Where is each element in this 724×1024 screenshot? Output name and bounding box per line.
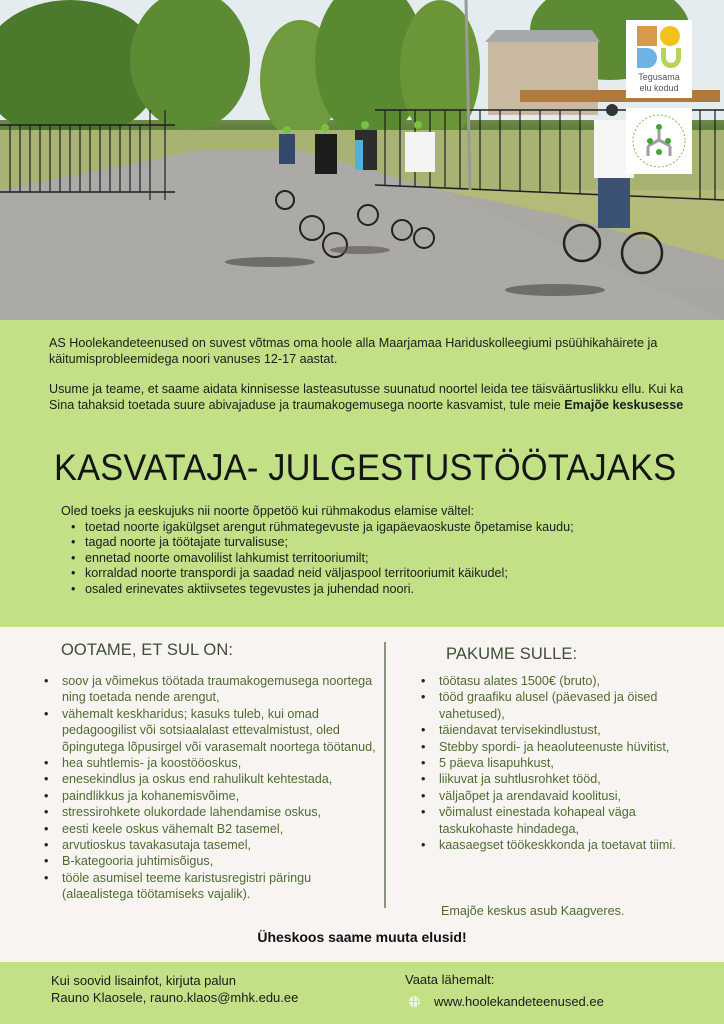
cyclists-photo-illustration — [0, 0, 724, 320]
slogan: Üheskoos saame muuta elusid! — [257, 929, 467, 945]
requirement-item: • hea suhtlemis- ja koostööoskus, — [40, 755, 385, 771]
duty-item: • toetad noorte igakülgset arengut rühmategevuste ja igapäevaoskuste õpetamise kaudu; — [71, 520, 711, 536]
column-divider — [384, 642, 386, 908]
contact-info — [51, 973, 298, 1006]
offer-item: • tööd graafiku alusel (päevased ja öised vahetused), — [417, 689, 687, 722]
requirement-item: • enesekindlus ja oskus end rahulikult kehtestada, — [40, 771, 385, 787]
job-title-headline: KASVATAJA- JULGESTUSTÖÖTAJAKS — [54, 447, 677, 488]
intro-text — [49, 336, 709, 413]
requirement-item: • stressirohkete olukordade lahendamise oskus, — [40, 804, 385, 820]
intro-paragraph-1: AS Hoolekandeteenused on suvest võtmas oma hoole alla Maarjamaa Hariduskolleegiumi psüühikahäirete ja käitumisprobleemidega noori vanuses 12-17 aastat. — [49, 336, 658, 366]
kodu-letters-icon — [636, 25, 682, 69]
contact-line-1: Kui soovid lisainfot, kirjuta palun — [51, 973, 236, 988]
center-name: Emajõe keskusesse — [564, 397, 684, 412]
requirement-item: • B-kategooria juhtimisõigus, — [40, 853, 385, 869]
offer-item: • töötasu alates 1500€ (bruto), — [417, 673, 687, 689]
kodu-logo — [626, 20, 692, 98]
offer-item: • liikuvat ja suhtlusrohket tööd, — [417, 771, 687, 787]
kodu-caption-line2: elu kodud — [639, 83, 679, 93]
offer-item: • väljaõpet ja arendavaid koolitusi, — [417, 788, 687, 804]
duty-item: • korraldad noorte transpordi ja saadad neid väljaspool territooriumit käikudel; — [71, 566, 711, 582]
requirement-item: • soov ja võimekus töötada traumakogemusega noortega ning toetada nende arengut, — [40, 673, 385, 706]
duties-section — [61, 504, 711, 598]
duty-item: • ennetad noorte omavolilist lahkumist territooriumilt; — [71, 551, 711, 567]
offer-item: • 5 päeva lisapuhkust, — [417, 755, 687, 771]
hero-photo — [0, 0, 724, 320]
requirement-item: • paindlikkus ja kohanemisvõime, — [40, 788, 385, 804]
website-url[interactable]: www.hoolekandeteenused.ee — [434, 994, 604, 1009]
duties-lead: Oled toeks ja eeskujuks nii noorte õppetöö kui rühmakodus elamise vältel: — [61, 504, 475, 518]
duty-item: • tagad noorte ja töötajate turvalisuse; — [71, 535, 711, 551]
globe-icon — [409, 996, 420, 1007]
kodu-caption-line1: Tegusama — [638, 72, 680, 82]
offer-title: PAKUME SULLE: — [446, 645, 578, 663]
requirement-item: • tööle asumisel teeme karistusregistri päringu (alaealistega töötamiseks vajalik). — [40, 870, 385, 903]
requirement-item: • arvutioskus tavakasutaja tasemel, — [40, 837, 385, 853]
website-link[interactable] — [409, 994, 604, 1009]
offer-list — [417, 673, 687, 853]
offer-item: • Stebby spordi- ja heaoluteenuste hüvitist, — [417, 739, 687, 755]
offer-item: • võimalust einestada kohapeal väga taskukohaste hindadega, — [417, 804, 687, 837]
requirements-title: OOTAME, ET SUL ON: — [61, 641, 234, 659]
requirement-item: • eesti keele oskus vähemalt B2 tasemel, — [40, 821, 385, 837]
intro-paragraph-2: Usume ja teame, et saame aidata kinnisesse lasteasutusse suunatud noortel leida tee täisväärtuslikku ellu. Kui ka Sina tahaksid toetada suure abivajaduse ja traumakogemusega noorte kasvamist, tule meie Emajõe keskusesse — [49, 382, 684, 412]
requirements-list — [40, 673, 385, 903]
duty-item: • osaled erinevates aktiivsetes tegevustes ja juhendad noori. — [71, 582, 711, 598]
more-info-label: Vaata lähemalt: — [405, 972, 495, 987]
location-note: Emajõe keskus asub Kaagveres. — [441, 904, 625, 918]
duties-list — [71, 520, 711, 598]
offer-item: • kaasaegset töökeskkonda ja toetavat tiimi. — [417, 837, 687, 853]
requirement-item: • vähemalt keskharidus; kasuks tuleb, kui omad pedagoogilist või sotsiaalalast ettevalmistust, oled õpingutega lõpusirgel või varasemalt noortega töötanud, — [40, 706, 385, 755]
contact-line-2[interactable]: Rauno Klaosele, rauno.klaos@mhk.edu.ee — [51, 989, 299, 1005]
emblem-logo — [626, 108, 692, 174]
offer-item: • täiendavat tervisekindlustust, — [417, 722, 687, 738]
people-tree-emblem-icon — [626, 108, 692, 174]
